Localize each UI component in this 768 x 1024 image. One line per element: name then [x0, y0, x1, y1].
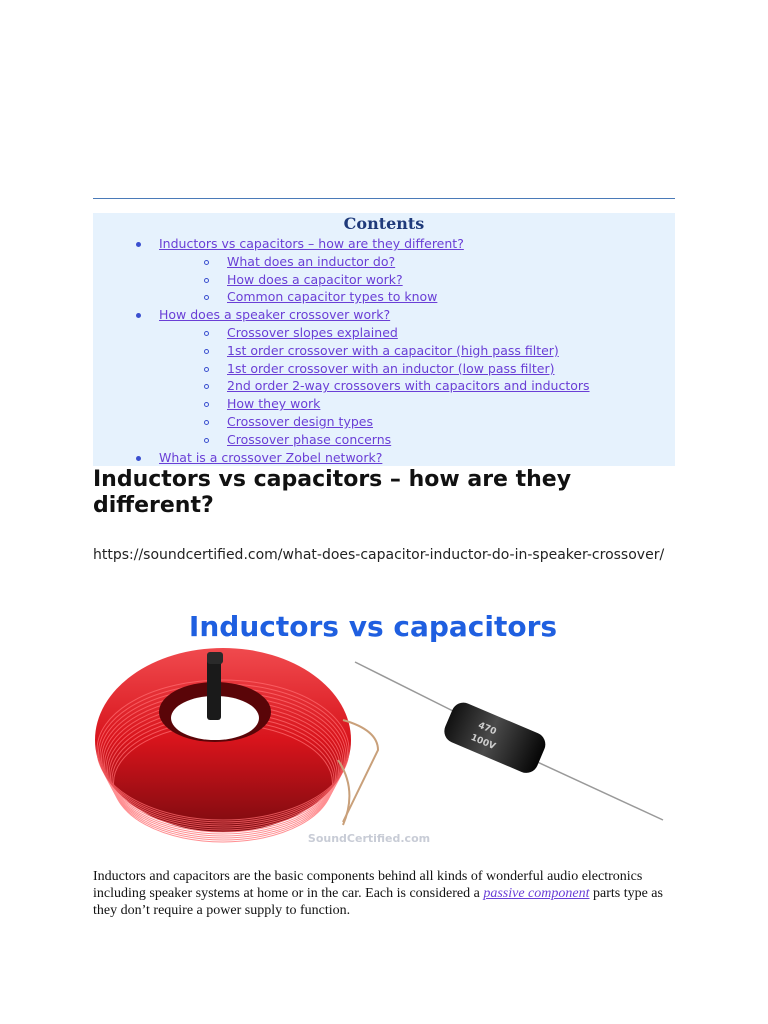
toc-link[interactable]: 2nd order 2-way crossovers with capacitors and inductors	[227, 378, 590, 394]
toc-link[interactable]: 1st order crossover with a capacitor (high pass filter)	[227, 342, 559, 358]
toc-bullet-circle-icon	[204, 331, 209, 336]
toc-bullet-circle-icon	[204, 295, 209, 300]
section-heading: Inductors vs capacitors – how are they different?	[93, 467, 572, 518]
toc-bullet-disc-icon	[136, 313, 141, 318]
toc-bullet-circle-icon	[204, 402, 209, 407]
figure-illustration	[93, 600, 675, 852]
toc-link[interactable]: Crossover phase concerns	[227, 431, 392, 447]
toc-bullet-circle-icon	[204, 438, 209, 443]
toc-bullet-disc-icon	[136, 456, 141, 461]
toc-link[interactable]: Common capacitor types to know	[227, 289, 438, 305]
toc-bullet-circle-icon	[204, 420, 209, 425]
toc-bullet-circle-icon	[204, 278, 209, 283]
inductor-coil-icon	[95, 648, 378, 842]
toc-bullet-circle-icon	[204, 349, 209, 354]
toc-link[interactable]: How does a speaker crossover work?	[159, 307, 391, 323]
toc-link[interactable]: 1st order crossover with an inductor (low pass filter)	[227, 360, 555, 376]
table-of-contents	[93, 213, 675, 466]
toc-link[interactable]: What does an inductor do?	[227, 253, 396, 269]
inductor-capacitor-figure	[93, 600, 675, 852]
toc-link[interactable]: How does a capacitor work?	[227, 271, 403, 287]
toc-link[interactable]: What is a crossover Zobel network?	[159, 449, 383, 465]
capacitor-marking-470: 470	[476, 720, 498, 738]
paragraph-text-before: Inductors and capacitors are the basic components behind all kinds of wonderful audio electronics including speaker systems at home or in the car. Each is considered a	[93, 869, 643, 901]
toc-bullet-circle-icon	[204, 260, 209, 265]
capacitor-marking-100v: 100V	[469, 732, 497, 753]
figure-title: Inductors vs capacitors	[188, 610, 558, 643]
top-divider	[93, 198, 675, 199]
toc-bullet-disc-icon	[136, 242, 141, 247]
intro-paragraph	[93, 868, 663, 919]
toc-link[interactable]: How they work	[227, 396, 321, 412]
toc-bullet-circle-icon	[204, 367, 209, 372]
passive-component-link[interactable]: passive component	[483, 886, 590, 901]
toc-link[interactable]: Crossover design types	[227, 414, 373, 429]
toc-title: Contents	[343, 214, 425, 233]
watermark: SoundCertified.com	[307, 832, 431, 845]
toc-link[interactable]: Inductors vs capacitors – how are they different?	[159, 236, 464, 251]
source-url: https://soundcertified.com/what-does-capacitor-inductor-do-in-speaker-crossover/	[93, 547, 665, 563]
toc-bullet-circle-icon	[204, 384, 209, 389]
toc-link[interactable]: Crossover slopes explained	[227, 325, 398, 340]
paragraph-text-after: parts type as they don’t require a power supply to function.	[93, 886, 663, 918]
capacitor-icon	[355, 662, 663, 820]
